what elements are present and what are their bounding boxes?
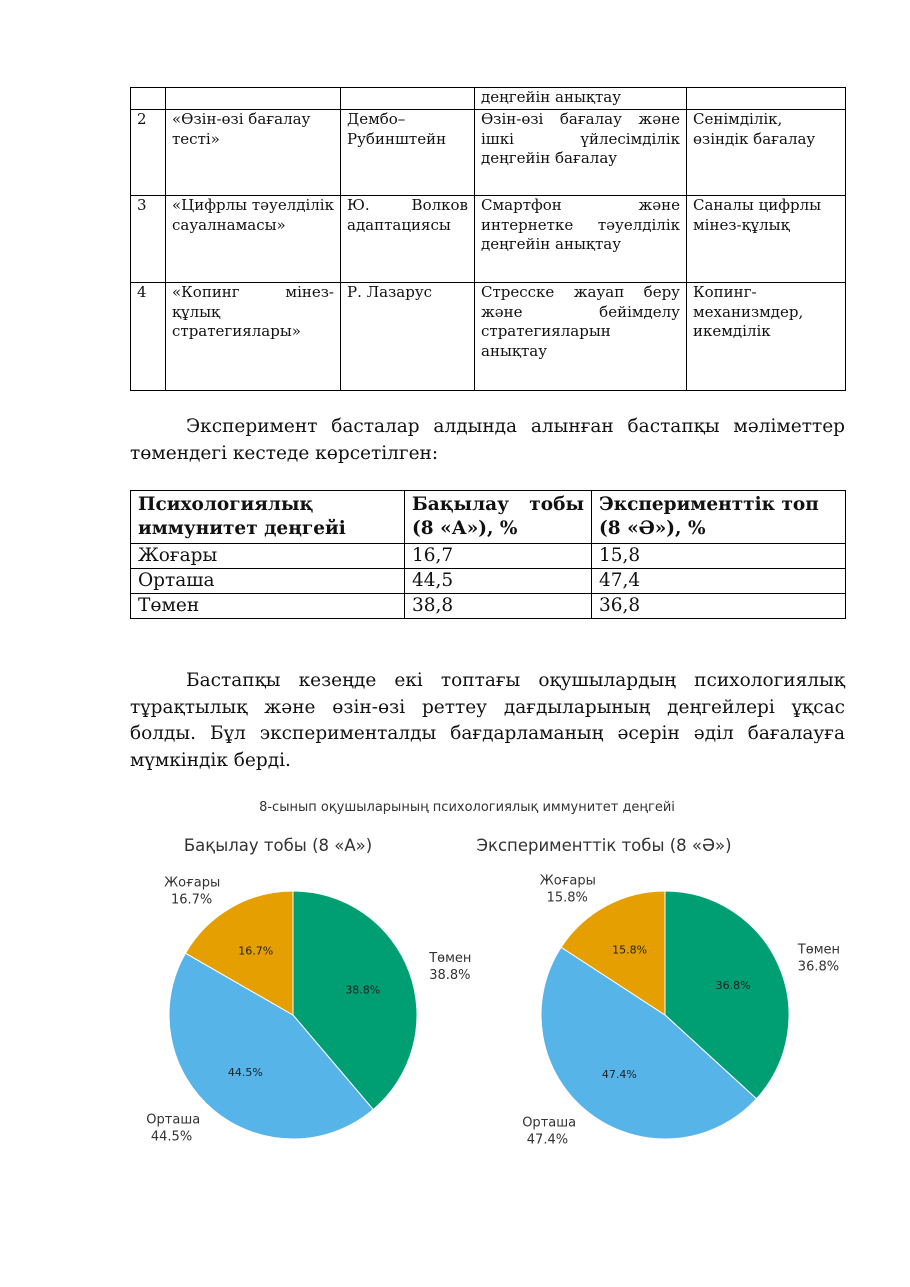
cell-purpose: Өзін-өзі бағалау және ішкі үйлесімділік деңгейін бағалау	[475, 110, 687, 196]
cell-level: Төмен	[131, 594, 405, 619]
header-experimental: Эксперименттік топ (8 «Ә»), %	[592, 491, 846, 544]
cell-name	[166, 88, 341, 110]
slice-percent-label: 36.8%	[797, 959, 840, 975]
table-row	[131, 88, 846, 110]
slice-percent-label: 16.7%	[170, 892, 213, 908]
cell-control: 44,5	[405, 569, 592, 594]
slice-value-label: 47.4%	[601, 1067, 637, 1081]
slice-value-label: 15.8%	[612, 943, 648, 957]
table-row	[131, 594, 846, 619]
table-row	[131, 283, 846, 391]
header-control: Бақылау тобы (8 «А»), %	[405, 491, 592, 544]
slice-value-label: 38.8%	[345, 983, 381, 997]
cell-level: Орташа	[131, 569, 405, 594]
slice-name-label: Жоғары	[164, 875, 221, 891]
results-table	[130, 490, 846, 619]
slice-name-label: Орташа	[522, 1115, 577, 1131]
cell-name: «Өзін-өзі бағалау тесті»	[166, 110, 341, 196]
slice-value-label: 44.5%	[227, 1066, 263, 1080]
cell-author: Ю. Волков адаптациясы	[341, 196, 475, 283]
slice-name-label: Жоғары	[539, 873, 596, 889]
slice-percent-label: 44.5%	[150, 1129, 193, 1145]
slice-name-label: Орташа	[146, 1112, 201, 1128]
cell-purpose: деңгейін анықтау	[475, 88, 687, 110]
cell-num: 2	[131, 110, 166, 196]
table-row	[131, 569, 846, 594]
pie-charts-figure	[130, 790, 845, 1160]
cell-experimental: 47,4	[592, 569, 846, 594]
cell-experimental: 15,8	[592, 544, 846, 569]
cell-indicators: Копинг-механизмдер, икемділік	[687, 283, 846, 391]
pie-title: Бақылау тобы (8 «А»)	[183, 836, 373, 855]
slice-value-label: 36.8%	[715, 979, 751, 992]
cell-level: Жоғары	[131, 544, 405, 569]
slice-name-label: Төмен	[797, 942, 841, 958]
cell-name: «Цифрлы тәуелділік сауалнамасы»	[166, 196, 341, 283]
cell-control: 16,7	[405, 544, 592, 569]
cell-control: 38,8	[405, 594, 592, 619]
table-row	[131, 544, 846, 569]
intro-paragraph: Эксперимент басталар алдында алынған бастапқы мәліметтер төмендегі кестеде көрсетілген:	[130, 416, 845, 464]
cell-author	[341, 88, 475, 110]
slice-percent-label: 47.4%	[526, 1132, 569, 1148]
conclusion-paragraph: Бастапқы кезеңде екі топтағы оқушылардың психологиялық тұрақтылық және өзін-өзі реттеу дағдыларының деңгейлері ұқсас болды. Бұл эксперименталды бағдарламаның әсерін әділ бағалауға мүмкіндік берді.	[130, 670, 845, 771]
header-level: Психологиялық иммунитет деңгейі	[131, 491, 405, 544]
cell-indicators: Сенімділік, өзіндік бағалау	[687, 110, 846, 196]
cell-num: 4	[131, 283, 166, 391]
pie-title: Эксперименттік тобы (8 «Ә»)	[476, 836, 732, 855]
chart-title: 8-сынып оқушыларының психологиялық иммунитет деңгейі	[259, 800, 675, 815]
cell-num: 3	[131, 196, 166, 283]
table-header-row	[131, 491, 846, 544]
table-row	[131, 110, 846, 196]
cell-purpose: Смартфон және интернетке тәуелділік деңгейін анықтау	[475, 196, 687, 283]
table-row	[131, 196, 846, 283]
cell-purpose: Стресске жауап беру және бейімделу стратегияларын анықтау	[475, 283, 687, 391]
slice-percent-label: 38.8%	[429, 968, 471, 983]
cell-name: «Копинг мінез-құлық стратегиялары»	[166, 283, 341, 391]
cell-indicators: Саналы цифрлы мінез-құлық	[687, 196, 846, 283]
slice-percent-label: 15.8%	[546, 890, 588, 906]
cell-experimental: 36,8	[592, 594, 846, 619]
slice-name-label: Төмен	[429, 951, 472, 966]
cell-indicators	[687, 88, 846, 110]
cell-author: Р. Лазарус	[341, 283, 475, 391]
cell-num	[131, 88, 166, 110]
slice-value-label: 16.7%	[238, 944, 274, 958]
cell-author: Дембо–Рубинштейн	[341, 110, 475, 196]
methods-table	[130, 87, 846, 391]
